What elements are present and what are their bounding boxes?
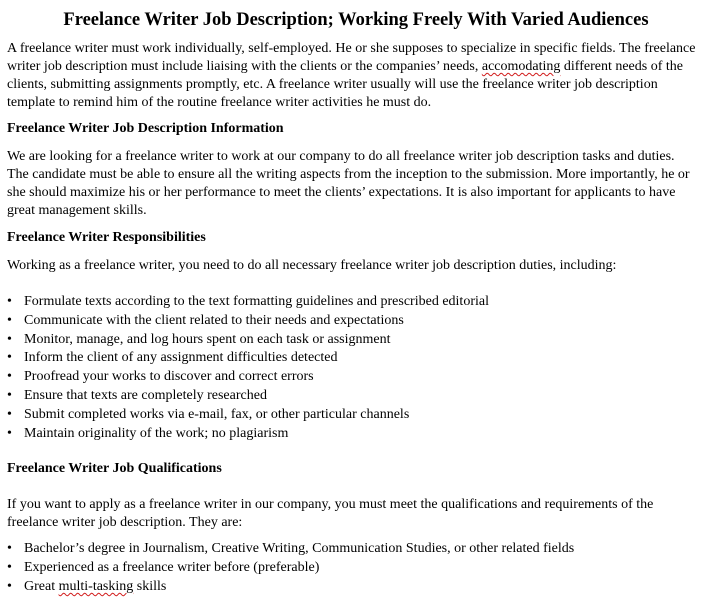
list-item: • Bachelor’s degree in Journalism, Creative Writing, Communication Studies, or other related fields: [7, 540, 697, 559]
heading-responsibilities: Freelance Writer Responsibilities: [7, 230, 206, 245]
list-item: • Inform the client of any assignment difficulties detected: [7, 349, 697, 368]
qualifications-intro: If you want to apply as a freelance writer in our company, you must meet the qualifications and requirements of the freelance writer job description. They are:: [7, 497, 654, 531]
list-item: • Submit completed works via e-mail, fax, or other particular channels: [7, 406, 697, 425]
info-paragraph: We are looking for a freelance writer to work at our company to do all freelance writer job description tasks and duties. The candidate must be able to ensure all the writing aspects from the inception to the submission. More importantly, he or she should maximize his or her performance to meet the clients’ expectations. It is also important for applicants to have great management skills.: [7, 149, 690, 218]
list-item: • Ensure that texts are completely researched: [7, 387, 697, 406]
page-title: Freelance Writer Job Description; Working Freely With Varied Audiences: [63, 10, 649, 30]
list-item-prefix: Great: [24, 578, 59, 594]
list-item: [7, 578, 697, 597]
list-item-suffix: skills: [133, 578, 167, 594]
list-item: • Formulate texts according to the text formatting guidelines and prescribed editorial: [7, 293, 697, 312]
misspelled-word[interactable]: accomodating: [481, 59, 561, 74]
list-item: • Monitor, manage, and log hours spent on each task or assignment: [7, 331, 697, 350]
responsibilities-intro: Working as a freelance writer, you need to do all necessary freelance writer job description duties, including:: [7, 258, 617, 273]
heading-info: Freelance Writer Job Description Information: [7, 121, 284, 136]
list-item: • Maintain originality of the work; no plagiarism: [7, 425, 697, 444]
list-item: • Experienced as a freelance writer before (preferable): [7, 559, 697, 578]
list-item: • Proofread your works to discover and correct errors: [7, 368, 697, 387]
heading-qualifications: Freelance Writer Job Qualifications: [7, 461, 222, 477]
document: [7, 9, 697, 597]
list-item: • Communicate with the client related to their needs and expectations: [7, 312, 697, 331]
misspelled-word[interactable]: multi-tasking: [58, 578, 134, 594]
qualifications-list: [7, 540, 697, 596]
intro-paragraph: [7, 40, 697, 112]
responsibilities-list: [7, 293, 697, 443]
intro-text-end: different needs of the clients, submitting assignments promptly, etc. A freelance writer usually will use the freelance writer job description template to remind him of the routine freelance writer activities he must do.: [7, 59, 683, 110]
intro-text-start: A freelance writer must work individually, self-employed. He or she supposes to specialize in specific fields. The freelance writer job description must include liaising with the clients or the companies’ needs,: [7, 41, 696, 74]
